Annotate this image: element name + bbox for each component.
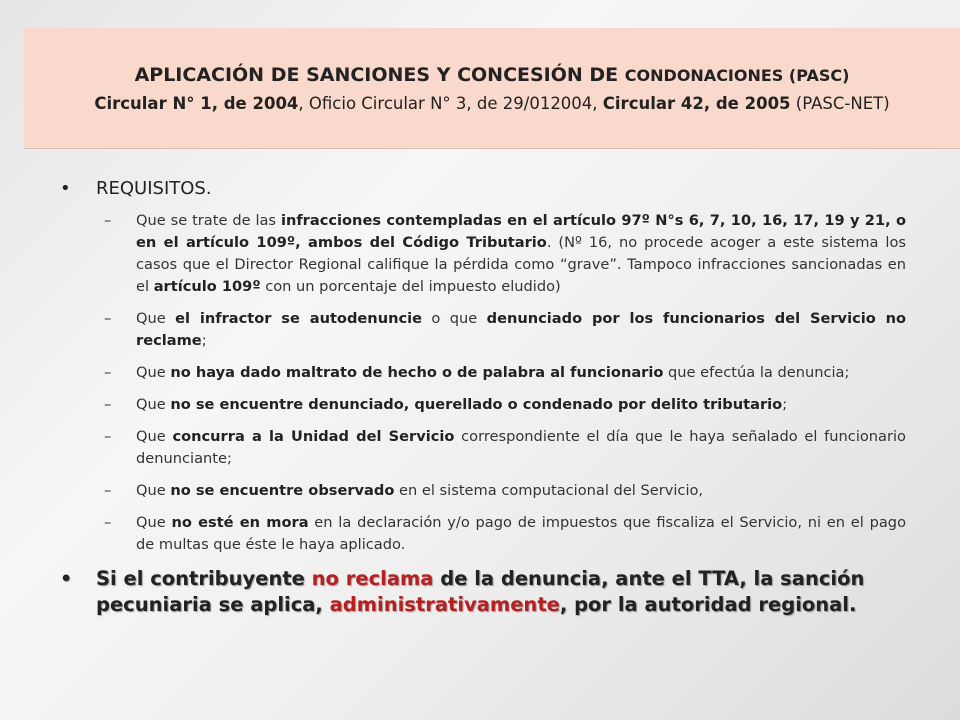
item-bold-text: el infractor se autodenuncie [175,310,423,327]
item-text: Que [136,514,172,531]
bullet-icon: • [60,178,71,199]
dash-icon: – [104,396,112,413]
item-bold-text: no haya dado maltrato de hecho o de palabra al funcionario [170,364,664,381]
requisitos-heading: REQUISITOS. [96,178,212,199]
item-bold-text: denunciado por los funcionarios del Servicio no reclame [136,310,906,349]
item-text: Que [136,482,171,499]
slide-content [56,176,936,618]
dash-icon: – [104,212,112,229]
item-text: con un porcentaje del impuesto eludido) [260,278,561,295]
list-item [56,362,906,384]
item-text: ; [782,396,788,413]
list-item [56,512,906,556]
final-text: de la denuncia, ante el TTA, la sanción pecuniaria se aplica, [96,567,865,616]
requisitos-bullet [56,176,936,202]
item-text: Que [136,428,173,445]
item-text: Que [136,310,176,327]
item-bold-text: no esté en mora [171,514,309,531]
dash-icon: – [104,310,112,327]
item-text: o que [422,310,487,327]
item-bold-text: no se encuentre observado [170,482,395,499]
title-small-text: CONDONACIONES (PASC) [624,66,850,85]
title-main-text: APLICACIÓN DE SANCIONES Y CONCESIÓN DE [134,64,619,86]
dash-icon: – [104,482,112,499]
bullet-icon: • [60,568,73,590]
final-text: Si el contribuyente [96,567,312,590]
subtitle-oficio: , Oficio Circular N° 3, de 29/012004, [298,94,603,113]
title-box [24,28,960,149]
item-bold-text: concurra a la Unidad del Servicio [172,428,455,445]
dash-icon: – [104,428,112,445]
item-text: . (Nº 16, no procede acoger a este sistema los casos que el Director Regional califique la pérdida como “grave”. Tampoco infracciones sancionadas en el [136,234,906,295]
item-text: que efectúa la denuncia; [663,364,850,381]
final-highlight-administrativamente: administrativamente [329,593,560,616]
item-text: en el sistema computacional del Servicio, [394,482,704,499]
item-bold-text: infracciones contempladas en el artículo 97º N°s 6, 7, 10, 16, 17, 19 y 21, o en el artículo 109º, ambos del Código Tributario [136,212,907,251]
subtitle-circular-42: Circular 42, de 2005 [602,94,791,113]
item-text: ; [201,332,207,349]
item-text: Que [136,364,171,381]
dash-icon: – [104,514,112,531]
list-item [56,426,906,470]
item-bold-text: artículo 109º [153,278,261,295]
requisitos-list [56,210,936,556]
list-item [56,480,906,502]
final-highlight-no-reclama: no reclama [311,567,434,590]
item-text: en la declaración y/o pago de impuestos que fiscaliza el Servicio, ni en el pago de multas que éste le haya aplicado. [136,514,906,553]
final-text: , por la autoridad regional. [559,593,857,616]
item-text: Que [136,396,171,413]
list-item [56,394,906,416]
item-text: Que se trate de las [136,212,281,229]
list-item [56,308,906,352]
dash-icon: – [104,364,112,381]
subtitle-circular-1: Circular N° 1, de 2004 [94,94,299,113]
item-bold-text: no se encuentre denunciado, querellado o condenado por delito tributario [170,396,783,413]
slide-title [24,62,960,89]
final-note [56,566,936,618]
subtitle-pasc-net: (PASC-NET) [790,94,890,113]
list-item [56,210,906,298]
item-text: correspondiente el día que le haya señalado el funcionario denunciante; [136,428,906,467]
slide-subtitle [24,91,960,117]
